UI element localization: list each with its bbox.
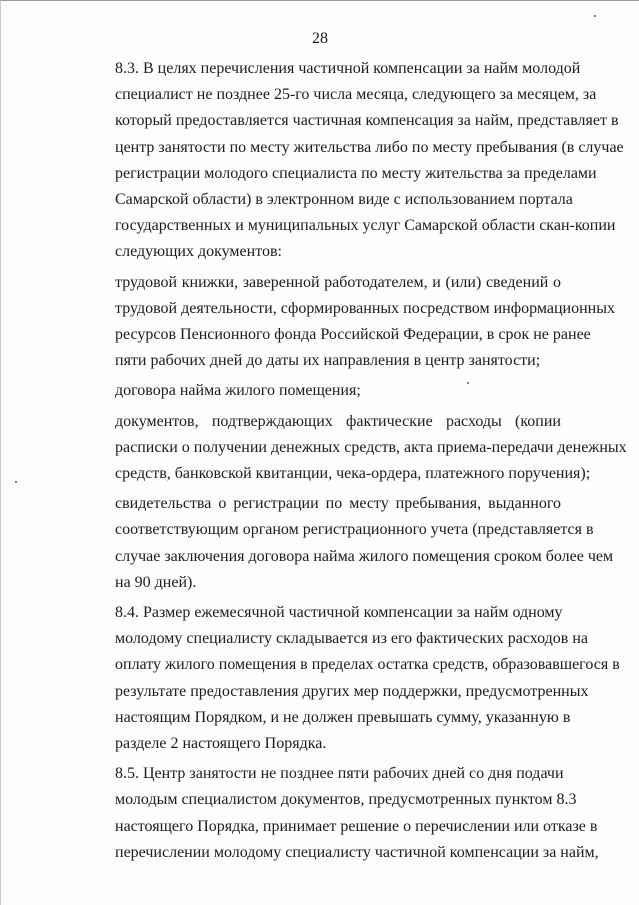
text-line: государственных и муниципальных услуг Самарской области скан-копии [115,217,616,235]
text-line: регистрации молодого специалиста по месту жительства за пределами [115,164,597,182]
paragraph [77,378,561,404]
text-line: результате предоставления других мер поддержки, предусмотренных [115,682,589,700]
scan-speck [15,481,17,483]
text-line: пяти рабочих дней до даты их направления в центр занятости; [115,352,541,370]
paragraph [77,409,627,488]
text-line: настоящего Порядка, принимает решение о перечислении или отказе в [115,817,598,835]
text-line: 8.5. Центр занятости не позднее пяти рабочих дней со дня подачи [115,765,564,783]
text-line: молодым специалистом документов, предусмотренных пунктом 8.3 [115,791,577,809]
paragraph [77,761,599,866]
text-line: центр занятости по месту жительства либо по месту пребывания (в случае [115,138,624,156]
text-line: молодому специалисту складывается из его фактических расходов на [115,630,589,648]
text-line: который предоставляется частичная компенсация за найм, представляет в [115,112,619,130]
text-line: расписки о получении денежных средств, акта приема-передачи денежных [115,438,627,456]
text-line: настоящим Порядком, и не должен превышать сумму, указанную в [115,708,571,726]
text-line: случае заключения договора найма жилого помещения сроком более чем [115,547,614,565]
paragraph [77,600,620,757]
text-line: на 90 дней). [115,573,197,591]
text-line: свидетельства о регистрации по месту пребывания, выданного [115,495,561,513]
text-line: оплату жилого помещения в пределах остатка средств, образовавшегося в [115,656,620,674]
text-line: перечислении молодому специалисту частичной компенсации за найм, [115,843,599,861]
text-line: 8.3. В целях перечисления частичной компенсации за найм молодой [115,60,581,77]
scan-speck [467,382,469,384]
text-line: специалист не позднее 25-го числа месяца, следующего за месяцем, за [115,86,597,104]
text-line: трудовой деятельности, сформированных посредством информационных [115,299,615,317]
paragraph [77,270,615,375]
text-line: средств, банковской квитанции, чека-ордера, платежного поручения); [115,465,591,483]
page-number: 28 [312,30,328,47]
text-line: разделе 2 настоящего Порядка. [115,735,327,753]
text-line: Самарской области) в электронном виде с использованием портала [115,191,573,209]
text-line: документов, подтверждающих фактические расходы (копии [115,412,561,430]
document-body [77,56,627,870]
text-line: 8.4. Размер ежемесячной частичной компенсации за найм одному [115,604,563,622]
text-line: следующих документов: [115,243,282,261]
paragraph [77,56,624,266]
text-line: ресурсов Пенсионного фонда Российской Федерации, в срок не ранее [115,326,591,344]
paragraph [77,491,614,596]
text-line: соответствующим органом регистрационного учета (представляется в [115,521,594,539]
scan-speck [594,15,596,17]
text-line: договора найма жилого помещения; [115,382,361,400]
text-line: трудовой книжки, заверенной работодателем, и (или) сведений о [115,273,561,291]
